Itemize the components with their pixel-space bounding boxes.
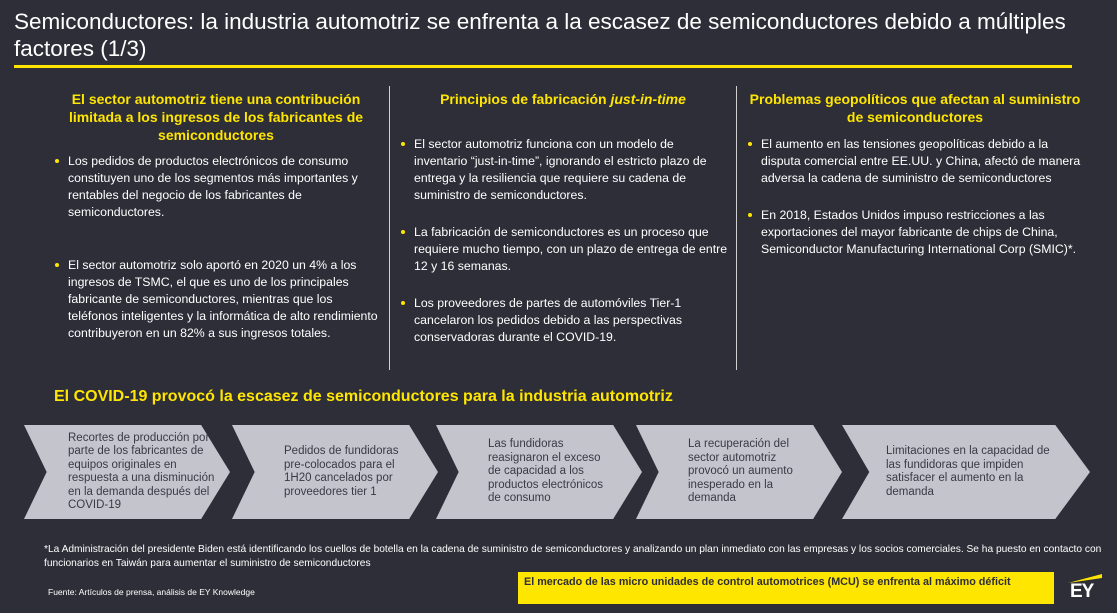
ey-logo bbox=[1066, 572, 1104, 604]
logo-text: EY bbox=[1070, 581, 1094, 602]
footnote: *La Administración del presidente Biden está identificando los cuellos de botella en la cadena de suministro de semiconductores y analizando un plan inmediato con las empresas y los socios comerciales. Se ha puesto en contacto con funcionarios en Taiwán para aumentar el suministro de semiconductores bbox=[44, 544, 1102, 569]
callout-box: El mercado de las micro unidades de control automotrices (MCU) se enfrenta al máximo déficit bbox=[518, 572, 1054, 604]
title-underline bbox=[14, 65, 1072, 68]
covid-section-title: El COVID-19 provocó la escasez de semiconductores para la industria automotriz bbox=[54, 388, 673, 405]
column-divider bbox=[389, 86, 390, 370]
process-step-text bbox=[488, 425, 612, 519]
bullet-item: El sector automotriz funciona con un modelo de inventario “just-in-time”, ignorando el estricto plazo de entrega y la resiliencia que requiere su cadena de suministro de semiconductores. bbox=[398, 136, 728, 204]
bullet-item: El aumento en las tensiones geopolíticas debido a la disputa comercial entre EE.UU. y China, afectó de manera adversa la cadena de suministro de semiconductores bbox=[745, 136, 1085, 187]
bullet-item: El sector automotriz solo aportó en 2020 un 4% a los ingresos de TSMC, el que es uno de los principales fabricante de semiconductores, mientras que los teléfonos inteligentes y la informática de alto rendimiento contribuyeron en un 82% a sus ingresos totales. bbox=[52, 257, 380, 342]
process-step-label: Las fundidoras reasignaron el exceso de capacidad a los productos electrónicos de consumo bbox=[488, 438, 604, 505]
process-step-text bbox=[68, 425, 230, 519]
page-title: Semiconductores: la industria automotriz se enfrenta a la escasez de semiconductores debido a múltiples factores (1/3) bbox=[14, 9, 1066, 61]
bullet-list bbox=[52, 153, 380, 342]
process-step-text bbox=[688, 425, 804, 519]
process-step-text bbox=[284, 425, 412, 519]
column-heading: El sector automotriz tiene una contribución limitada a los ingresos de los fabricantes de semiconductores bbox=[68, 91, 364, 143]
column-heading: Problemas geopolíticos que afectan al suministro de semiconductores bbox=[749, 91, 1081, 125]
column-just-in-time bbox=[398, 90, 728, 368]
column-automotive-contribution bbox=[52, 90, 380, 368]
process-step-label: Recortes de producción por parte de los fabricantes de equipos originales en respuesta a una disminución en la demanda después del COVID-19 bbox=[68, 431, 215, 511]
process-step-label: La recuperación del sector automotriz provocó un aumento inesperado en la demanda bbox=[688, 438, 793, 505]
bullet-list bbox=[745, 136, 1085, 258]
process-step-text bbox=[886, 425, 1062, 519]
process-step-label: Pedidos de fundidoras pre-colocados para el 1H20 cancelados por proveedores tier 1 bbox=[284, 445, 399, 498]
column-geopolitics bbox=[745, 90, 1085, 368]
heading-italic: just-in-time bbox=[610, 91, 686, 107]
column-heading bbox=[398, 90, 728, 108]
bullet-list bbox=[398, 136, 728, 346]
source-note: Fuente: Artículos de prensa, análisis de EY Knowledge bbox=[48, 587, 255, 597]
bullet-item: En 2018, Estados Unidos impuso restricciones a las exportaciones del mayor fabricante de chips de China, Semiconductor Manufacturing International Corp (SMIC)*. bbox=[745, 207, 1085, 258]
process-step-label: Limitaciones en la capacidad de las fundidoras que impiden satisfacer el aumento en la demanda bbox=[886, 445, 1050, 498]
bullet-item: Los pedidos de productos electrónicos de consumo constituyen uno de los segmentos más importantes y rentables del negocio de los fabricantes de semiconductores. bbox=[52, 153, 380, 221]
column-divider bbox=[736, 86, 737, 370]
heading-prefix: Principios de fabricación bbox=[440, 91, 611, 107]
bullet-item: Los proveedores de partes de automóviles Tier-1 cancelaron los pedidos debido a las perspectivas conservadoras durante el COVID-19. bbox=[398, 295, 728, 346]
bullet-item: La fabricación de semiconductores es un proceso que requiere mucho tiempo, con un plazo de entrega de entre 12 y 16 semanas. bbox=[398, 224, 728, 275]
